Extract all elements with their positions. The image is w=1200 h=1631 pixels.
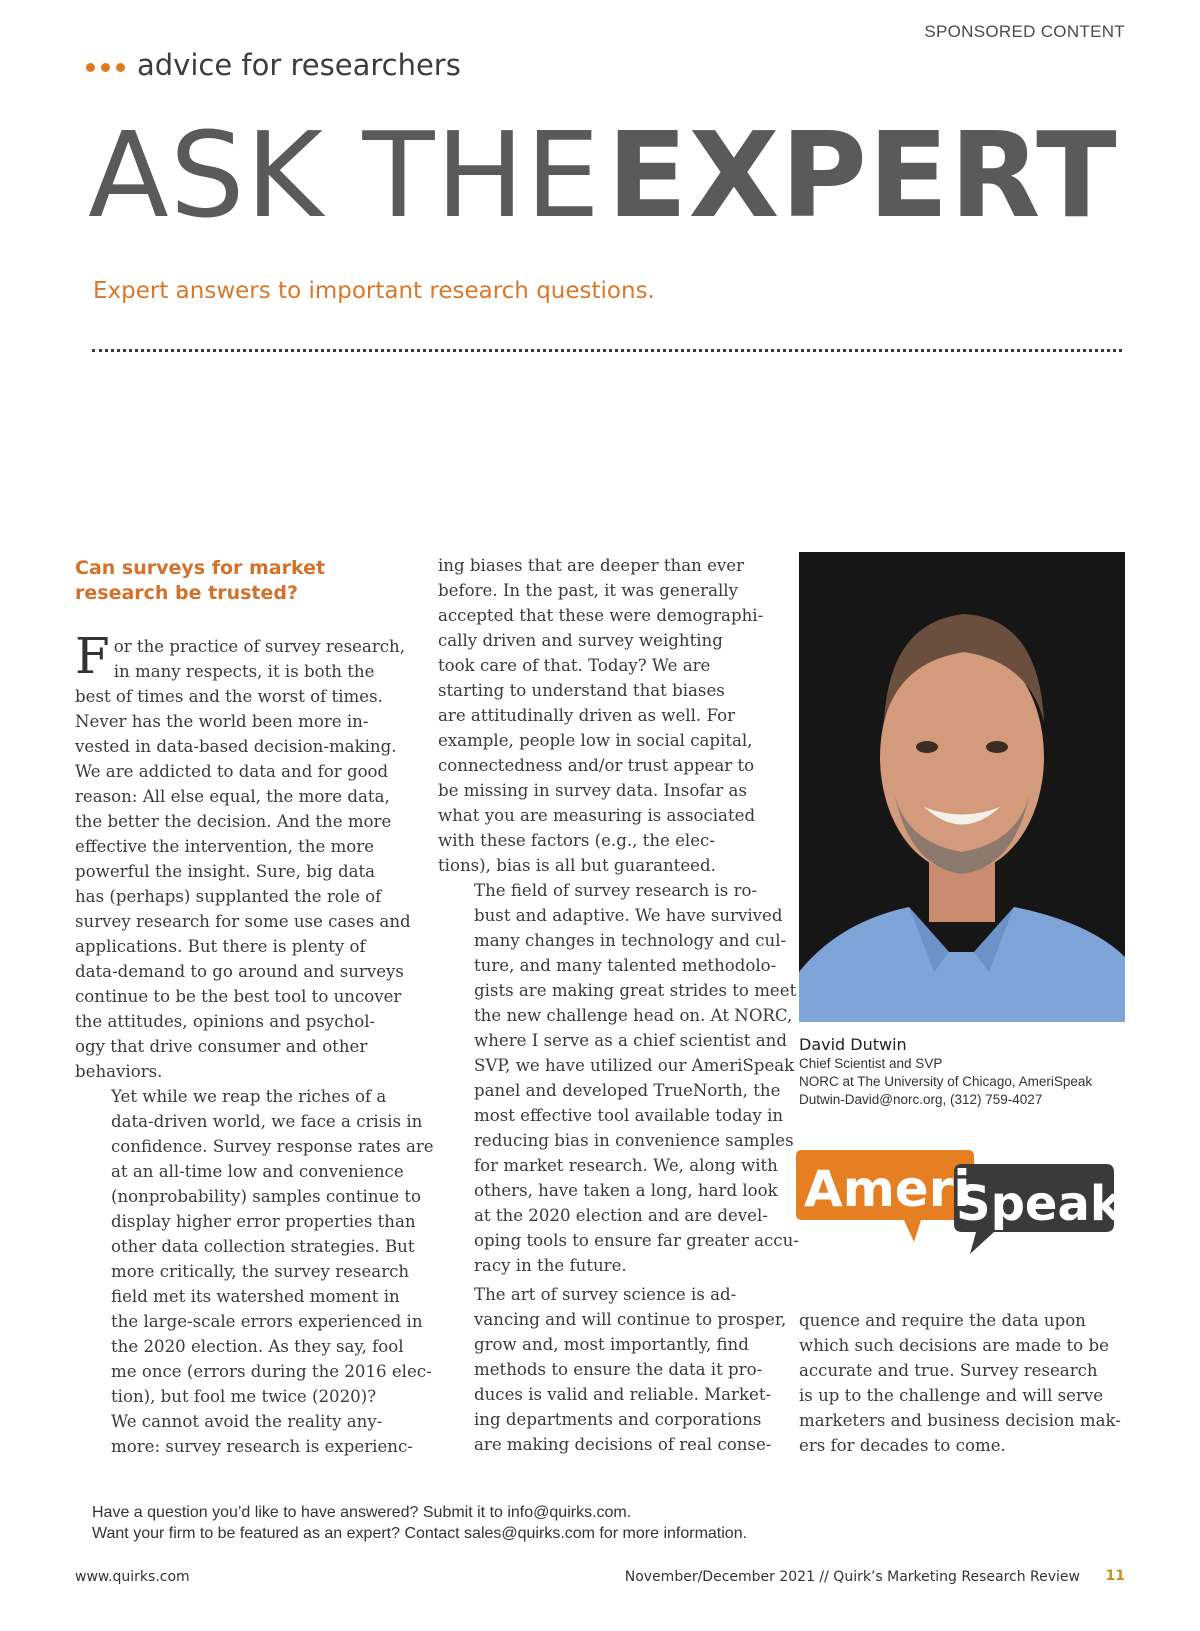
text-line: starting to understand that biases: [438, 681, 725, 700]
section-kicker: [86, 48, 461, 82]
text-line: powerful the insight. Sure, big data: [75, 862, 376, 881]
article-column-1: [75, 627, 434, 1459]
text-line: took care of that. Today? We are: [438, 656, 711, 675]
paragraph: [75, 1409, 413, 1459]
text-line: has (perhaps) supplanted the role of: [75, 887, 382, 906]
text-line: ers for decades to come.: [799, 1436, 1006, 1455]
text-line: ogy that drive consumer and other: [75, 1037, 368, 1056]
article-column-2: [438, 553, 799, 1457]
text-line: other data collection strategies. But: [111, 1237, 415, 1256]
text-line: accurate and true. Survey research: [799, 1361, 1098, 1380]
page-title: [88, 106, 1118, 244]
text-line: reason: All else equal, the more data,: [75, 787, 390, 806]
paragraph: [438, 878, 799, 1278]
text-line: in many respects, it is both the: [113, 662, 375, 681]
text-line: (nonprobability) samples continue to: [111, 1187, 421, 1206]
text-line: confidence. Survey response rates are: [111, 1137, 434, 1156]
paragraph: [438, 1282, 787, 1457]
text-line: or the practice of survey research,: [113, 637, 406, 656]
text-line: field met its watershed moment in: [111, 1287, 400, 1306]
author-bio: [799, 1036, 1139, 1109]
text-line: The field of survey research is ro-: [474, 881, 758, 900]
text-line: best of times and the worst of times.: [75, 687, 383, 706]
text-line: before. In the past, it was generally: [438, 581, 738, 600]
text-line: display higher error properties than: [111, 1212, 416, 1231]
text-line: SVP, we have utilized our AmeriSpeak: [474, 1056, 795, 1075]
text-line: oping tools to ensure far greater accu-: [474, 1231, 799, 1250]
text-line: at the 2020 election and are devel-: [474, 1206, 768, 1225]
text-line: tion), but fool me twice (2020)?: [111, 1387, 377, 1406]
text-line: The art of survey science is ad-: [474, 1285, 737, 1304]
text-line: ing departments and corporations: [474, 1410, 762, 1429]
text-line: Yet while we reap the riches of a: [111, 1087, 387, 1106]
footer-note: [92, 1502, 747, 1544]
text-line: the 2020 election. As they say, fool: [111, 1337, 404, 1356]
text-line: We cannot avoid the reality any-: [111, 1412, 383, 1431]
text-line: ture, and many talented methodolo-: [474, 956, 777, 975]
author-title: Chief Scientist and SVP: [799, 1056, 943, 1071]
page-number: 11: [1105, 1568, 1125, 1584]
footer-note-featured: Want your firm to be featured as an expert? Contact sales@quirks.com for more information.: [92, 1525, 748, 1542]
text-line: ing biases that are deeper than ever: [438, 556, 745, 575]
paragraph: [75, 627, 411, 1084]
text-line: the better the decision. And the more: [75, 812, 392, 831]
deck-subtitle: Expert answers to important research questions.: [93, 278, 655, 304]
footer-note-question: Have a question you’d like to have answered? Submit it to info@quirks.com.: [92, 1504, 632, 1521]
text-line: more: survey research is experienc-: [111, 1437, 413, 1456]
text-line: where I serve as a chief scientist and: [474, 1031, 787, 1050]
text-line: behaviors.: [75, 1062, 163, 1081]
kicker-text: advice for researchers: [137, 48, 461, 82]
text-line: the large-scale errors experienced in: [111, 1312, 423, 1331]
title-bold: EXPERT: [606, 106, 1118, 244]
text-line: gists are making great strides to meet: [474, 981, 797, 1000]
text-line: accepted that these were demographi-: [438, 606, 764, 625]
text-line: tions), bias is all but guaranteed.: [438, 856, 716, 875]
text-line: continue to be the best tool to uncover: [75, 987, 402, 1006]
sponsored-label: SPONSORED CONTENT: [924, 22, 1125, 41]
text-line: racy in the future.: [474, 1256, 627, 1275]
text-line: survey research for some use cases and: [75, 912, 411, 931]
paragraph: [799, 1308, 1129, 1458]
text-line: data-demand to go around and surveys: [75, 962, 404, 981]
text-line: most effective tool available today in: [474, 1106, 784, 1125]
author-name: David Dutwin: [799, 1035, 907, 1054]
dotted-divider: [92, 349, 1122, 352]
text-line: data-driven world, we face a crisis in: [111, 1112, 423, 1131]
text-line: with these factors (e.g., the elec-: [438, 831, 715, 850]
text-line: be missing in survey data. Insofar as: [438, 781, 747, 800]
text-line: quence and require the data upon: [799, 1311, 1086, 1330]
text-line: the attitudes, opinions and psychol-: [75, 1012, 376, 1031]
text-line: for market research. We, along with: [474, 1156, 778, 1175]
text-line: reducing bias in convenience samples: [474, 1131, 794, 1150]
kicker-dots: [86, 63, 125, 72]
text-line: are making decisions of real conse-: [474, 1435, 772, 1454]
text-line: effective the intervention, the more: [75, 837, 375, 856]
portrait-image: [799, 552, 1125, 1022]
text-line: applications. But there is plenty of: [75, 937, 366, 956]
author-photo: [799, 552, 1125, 1022]
text-line: Never has the world been more in-: [75, 712, 369, 731]
text-line: many changes in technology and cul-: [474, 931, 787, 950]
text-line: vancing and will continue to prosper,: [474, 1310, 787, 1329]
text-line: example, people low in social capital,: [438, 731, 753, 750]
logo-text-speak: Speak: [956, 1176, 1122, 1232]
paragraph: [75, 1084, 434, 1409]
text-line: at an all-time low and convenience: [111, 1162, 404, 1181]
drop-cap: F: [75, 627, 110, 685]
logo-text-ameri: Ameri: [804, 1160, 971, 1218]
author-contact: Dutwin-David@norc.org, (312) 759-4027: [799, 1092, 1043, 1107]
title-light: ASK THE: [88, 106, 601, 244]
text-line: the new challenge head on. At NORC,: [474, 1006, 793, 1025]
author-org: NORC at The University of Chicago, AmeriSpeak: [799, 1074, 1093, 1089]
text-line: We are addicted to data and for good: [75, 762, 389, 781]
article-column-3: [799, 1308, 1129, 1458]
text-line: vested in data-based decision-making.: [75, 737, 397, 756]
footer-site: www.quirks.com: [75, 1569, 190, 1585]
text-line: more critically, the survey research: [111, 1262, 410, 1281]
text-line: bust and adaptive. We have survived: [474, 906, 783, 925]
text-line: are attitudinally driven as well. For: [438, 706, 736, 725]
paragraph: [438, 553, 768, 878]
text-line: methods to ensure the data it pro-: [474, 1360, 763, 1379]
text-line: connectedness and/or trust appear to: [438, 756, 755, 775]
text-line: panel and developed TrueNorth, the: [474, 1081, 781, 1100]
article-question: Can surveys for market research be trusted?: [75, 557, 326, 604]
footer-issue: November/December 2021 // Quirk’s Marketing Research Review: [624, 1569, 1080, 1585]
text-line: what you are measuring is associated: [438, 806, 756, 825]
text-line: grow and, most importantly, find: [474, 1335, 749, 1354]
text-line: cally driven and survey weighting: [438, 631, 723, 650]
text-line: marketers and business decision mak-: [799, 1411, 1121, 1430]
text-line: which such decisions are made to be: [799, 1336, 1109, 1355]
text-line: duces is valid and reliable. Market-: [474, 1385, 772, 1404]
text-line: me once (errors during the 2016 elec-: [111, 1362, 432, 1381]
amerispeak-logo: [796, 1150, 1126, 1260]
text-line: others, have taken a long, hard look: [474, 1181, 778, 1200]
text-line: is up to the challenge and will serve: [799, 1386, 1104, 1405]
